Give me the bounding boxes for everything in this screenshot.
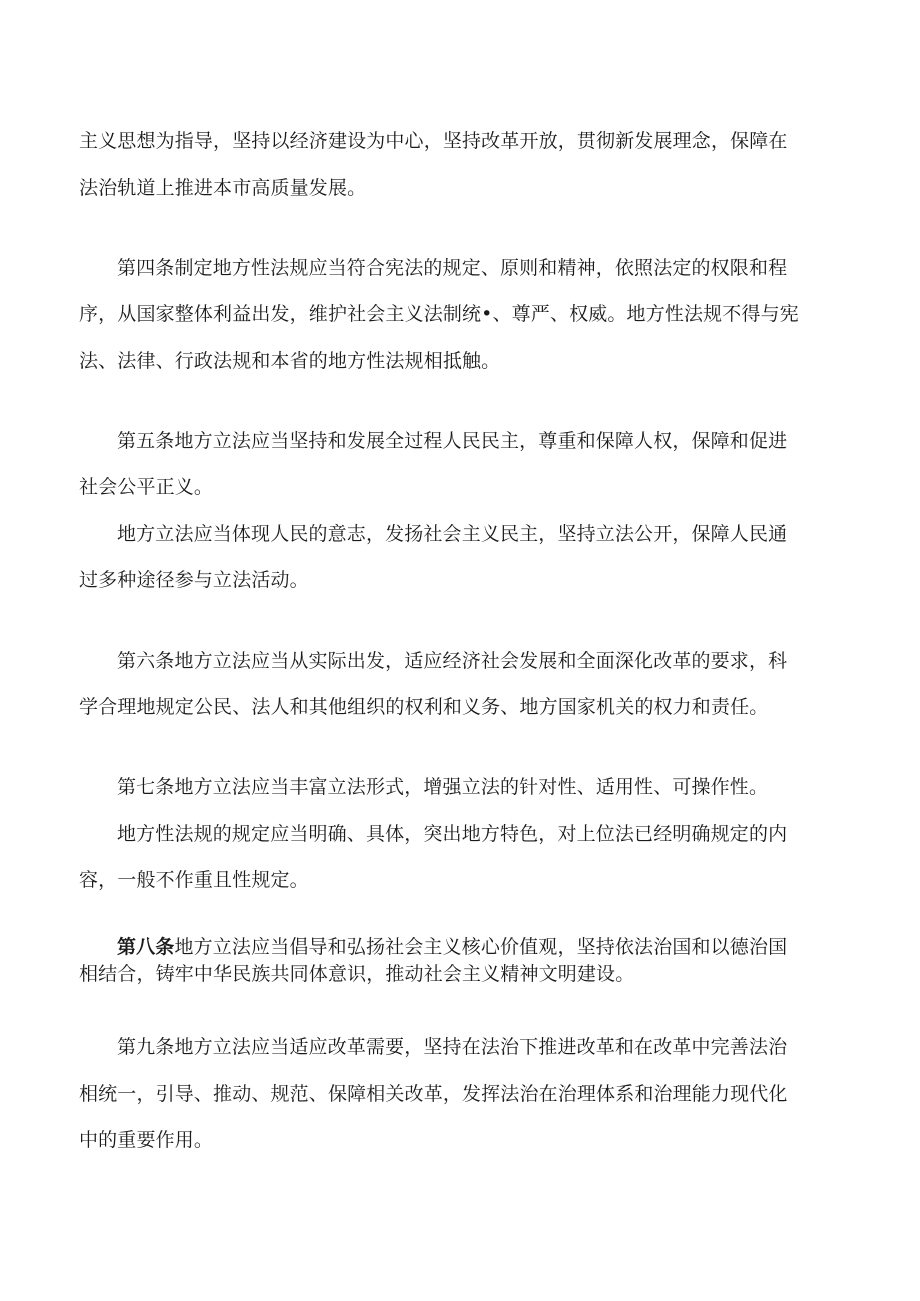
- article-5-line: 社会公平正义。: [79, 476, 214, 498]
- article-8-text: 地方立法应当倡导和弘扬社会主义核心价值观，坚持依法治国和以德治国: [174, 936, 788, 958]
- article-4-line: 第四条制定地方性法规应当符合宪法的规定、原则和精神，依照法定的权限和程: [117, 257, 788, 279]
- paragraph-line: 主义思想为指导，坚持以经济建设为中心，坚持改革开放，贯彻新发展理念，保障在: [79, 130, 788, 152]
- article-9-line: 相统一，引导、推动、规范、保障相关改革，发挥法治在治理体系和治理能力现代化: [79, 1083, 788, 1105]
- article-6-line: 学合理地规定公民、法人和其他组织的权利和义务、地方国家机关的权力和责任。: [79, 696, 769, 718]
- article-4-line: 法、法律、行政法规和本省的地方性法规相抵触。: [79, 350, 501, 372]
- article-7-line: 第七条地方立法应当丰富立法形式，增强立法的针对性、适用性、可操作性。: [117, 776, 769, 798]
- article-8-line: 相结合，铸牢中华民族共同体意识，推动社会主义精神文明建设。: [79, 963, 635, 985]
- article-6-line: 第六条地方立法应当从实际出发，适应经济社会发展和全面深化改革的要求，科: [117, 650, 788, 672]
- article-5-line: 地方立法应当体现人民的意志，发扬社会主义民主，坚持立法公开，保障人民通: [117, 523, 788, 545]
- article-8-heading: 第八条: [117, 936, 175, 958]
- paragraph-line: 法治轨道上推进本市高质量发展。: [79, 177, 367, 199]
- article-4-line: 序，从国家整体利益出发，维护社会主义法制统•、尊严、权威。地方性法规不得与宪: [79, 303, 799, 325]
- article-7-line: 地方性法规的规定应当明确、具体，突出地方特色，对上位法已经明确规定的内: [117, 823, 788, 845]
- article-7-line: 容，一般不作重且性规定。: [79, 869, 309, 891]
- article-9-line: 中的重要作用。: [79, 1129, 214, 1151]
- article-9-line: 第九条地方立法应当适应改革需要，坚持在法治下推进改革和在改革中完善法治: [117, 1036, 788, 1058]
- article-5-line: 第五条地方立法应当坚持和发展全过程人民民主，尊重和保障人权，保障和促进: [117, 430, 788, 452]
- article-8-line: [117, 935, 787, 959]
- article-5-line: 过多种途径参与立法活动。: [79, 569, 309, 591]
